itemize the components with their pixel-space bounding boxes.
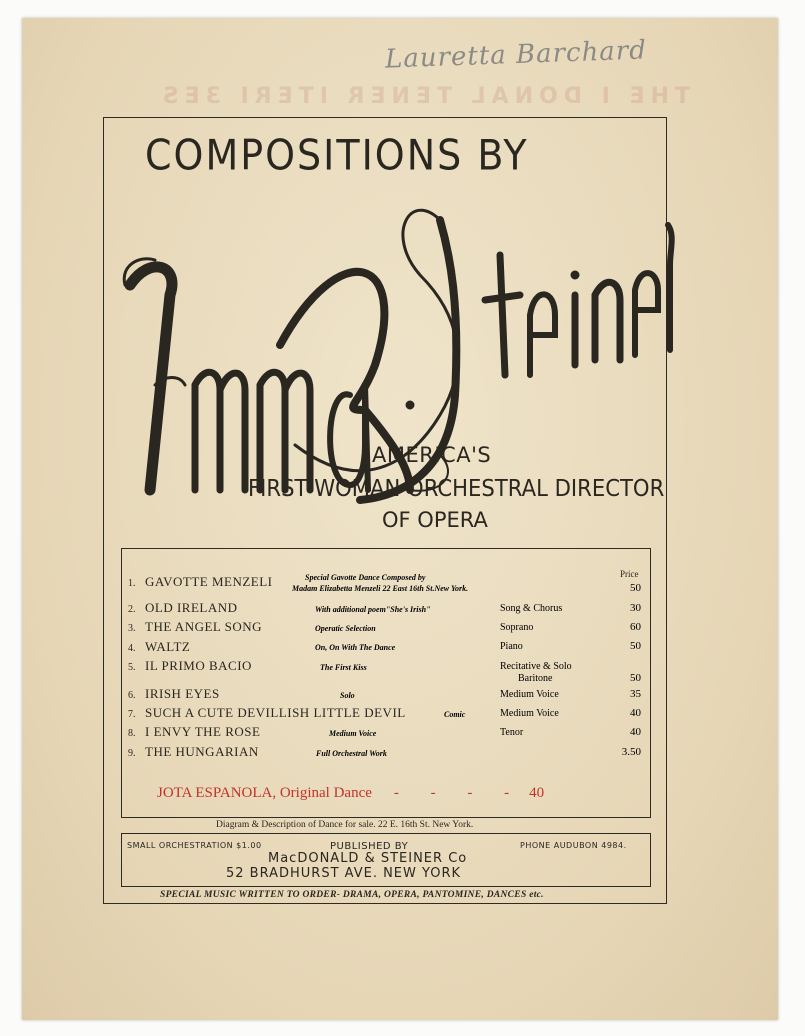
price-header: Price: [620, 569, 639, 579]
composition-title: THE HUNGARIAN: [145, 744, 259, 759]
heading: COMPOSITIONS BY: [145, 130, 529, 180]
composition-price: 40: [630, 707, 641, 719]
composition-price: 60: [630, 621, 641, 633]
bleed-through-text: THE I DONAL TENER ITERI 3ES: [156, 84, 690, 109]
composition-kind2: Baritone: [518, 673, 553, 684]
composition-desc: Special Gavotte Dance Composed by: [305, 573, 426, 582]
composition-title: THE ANGEL SONG: [145, 619, 263, 634]
composition-price: 3.50: [621, 746, 641, 758]
publisher-name: MacDONALD & STEINER Co: [268, 851, 468, 866]
list-item: 5. IL PRIMO BACIO: [128, 658, 252, 673]
diagram-note: Diagram & Description of Dance for sale. 22 E. 16th St. New York.: [216, 820, 474, 830]
jota-dashes: - - - -: [393, 785, 524, 801]
jota-title: JOTA ESPANOLA, Original Dance: [157, 785, 372, 801]
small-orchestration: SMALL ORCHESTRATION $1.00: [127, 841, 262, 850]
composition-desc: With additional poem"She's Irish": [315, 605, 431, 614]
composition-title: IL PRIMO BACIO: [145, 658, 252, 673]
composition-kind: Soprano: [500, 622, 534, 633]
list-item: 7. SUCH A CUTE DEVILLISH LITTLE DEVIL: [128, 705, 406, 720]
list-item: 6. IRISH EYES: [128, 686, 220, 701]
composition-kind: Medium Voice: [500, 708, 559, 719]
composition-kind: Piano: [500, 641, 523, 652]
publisher-address: 52 BRADHURST AVE. NEW YORK: [226, 866, 462, 881]
jota-espanola: [157, 785, 544, 802]
subtitle-line3: OF OPERA: [382, 508, 488, 532]
special-music-note: SPECIAL MUSIC WRITTEN TO ORDER- DRAMA, OPERA, PANTOMINE, DANCES etc.: [160, 890, 544, 900]
list-item: 2. OLD IRELAND: [128, 600, 238, 615]
composition-title: SUCH A CUTE DEVILLISH LITTLE DEVIL: [145, 705, 406, 720]
composition-desc: Comic: [444, 710, 466, 719]
subtitle-line2: FIRST WOMAN ORCHESTRAL DIRECTOR: [248, 476, 665, 502]
list-item: 8. I ENVY THE ROSE: [128, 724, 261, 739]
composition-desc: Full Orchestral Work: [316, 749, 387, 758]
composition-price: 30: [630, 602, 641, 614]
composition-desc: The First Kiss: [320, 663, 367, 672]
composition-kind: Recitative & Solo: [500, 661, 572, 672]
composition-title: I ENVY THE ROSE: [145, 724, 261, 739]
composition-desc: Medium Voice: [329, 729, 377, 738]
composition-price: 50: [630, 582, 641, 594]
composition-desc: Madam Elizabetta Menzeli 22 East 16th St.New York.: [292, 584, 469, 593]
composition-title: WALTZ: [145, 639, 191, 654]
handwritten-signature: Lauretta Barchard: [384, 35, 648, 75]
composition-kind: Song & Chorus: [500, 603, 563, 614]
published-by: PUBLISHED BY: [330, 841, 409, 852]
publisher-phone: PHONE AUDUBON 4984.: [520, 841, 627, 850]
list-item: 3. THE ANGEL SONG: [128, 619, 263, 634]
list-item: 9. THE HUNGARIAN: [128, 744, 259, 759]
composition-title: OLD IRELAND: [145, 600, 238, 615]
composition-kind: Medium Voice: [500, 689, 559, 700]
jota-price: 40: [529, 785, 545, 801]
composition-price: 50: [630, 672, 641, 684]
subtitle-line1: AMERICA'S: [372, 443, 492, 467]
composition-desc: Solo: [340, 691, 355, 700]
composition-title: GAVOTTE MENZELI: [145, 574, 273, 589]
composition-desc: Operatic Selection: [315, 624, 376, 633]
composition-price: 40: [630, 726, 641, 738]
composition-title: IRISH EYES: [145, 686, 220, 701]
composition-kind: Tenor: [500, 727, 524, 738]
composition-price: 35: [630, 688, 641, 700]
list-item: 4. WALTZ: [128, 639, 191, 654]
composition-desc: On, On With The Dance: [315, 643, 396, 652]
composition-price: 50: [630, 640, 641, 652]
list-item: 1. GAVOTTE MENZELI: [128, 574, 273, 589]
